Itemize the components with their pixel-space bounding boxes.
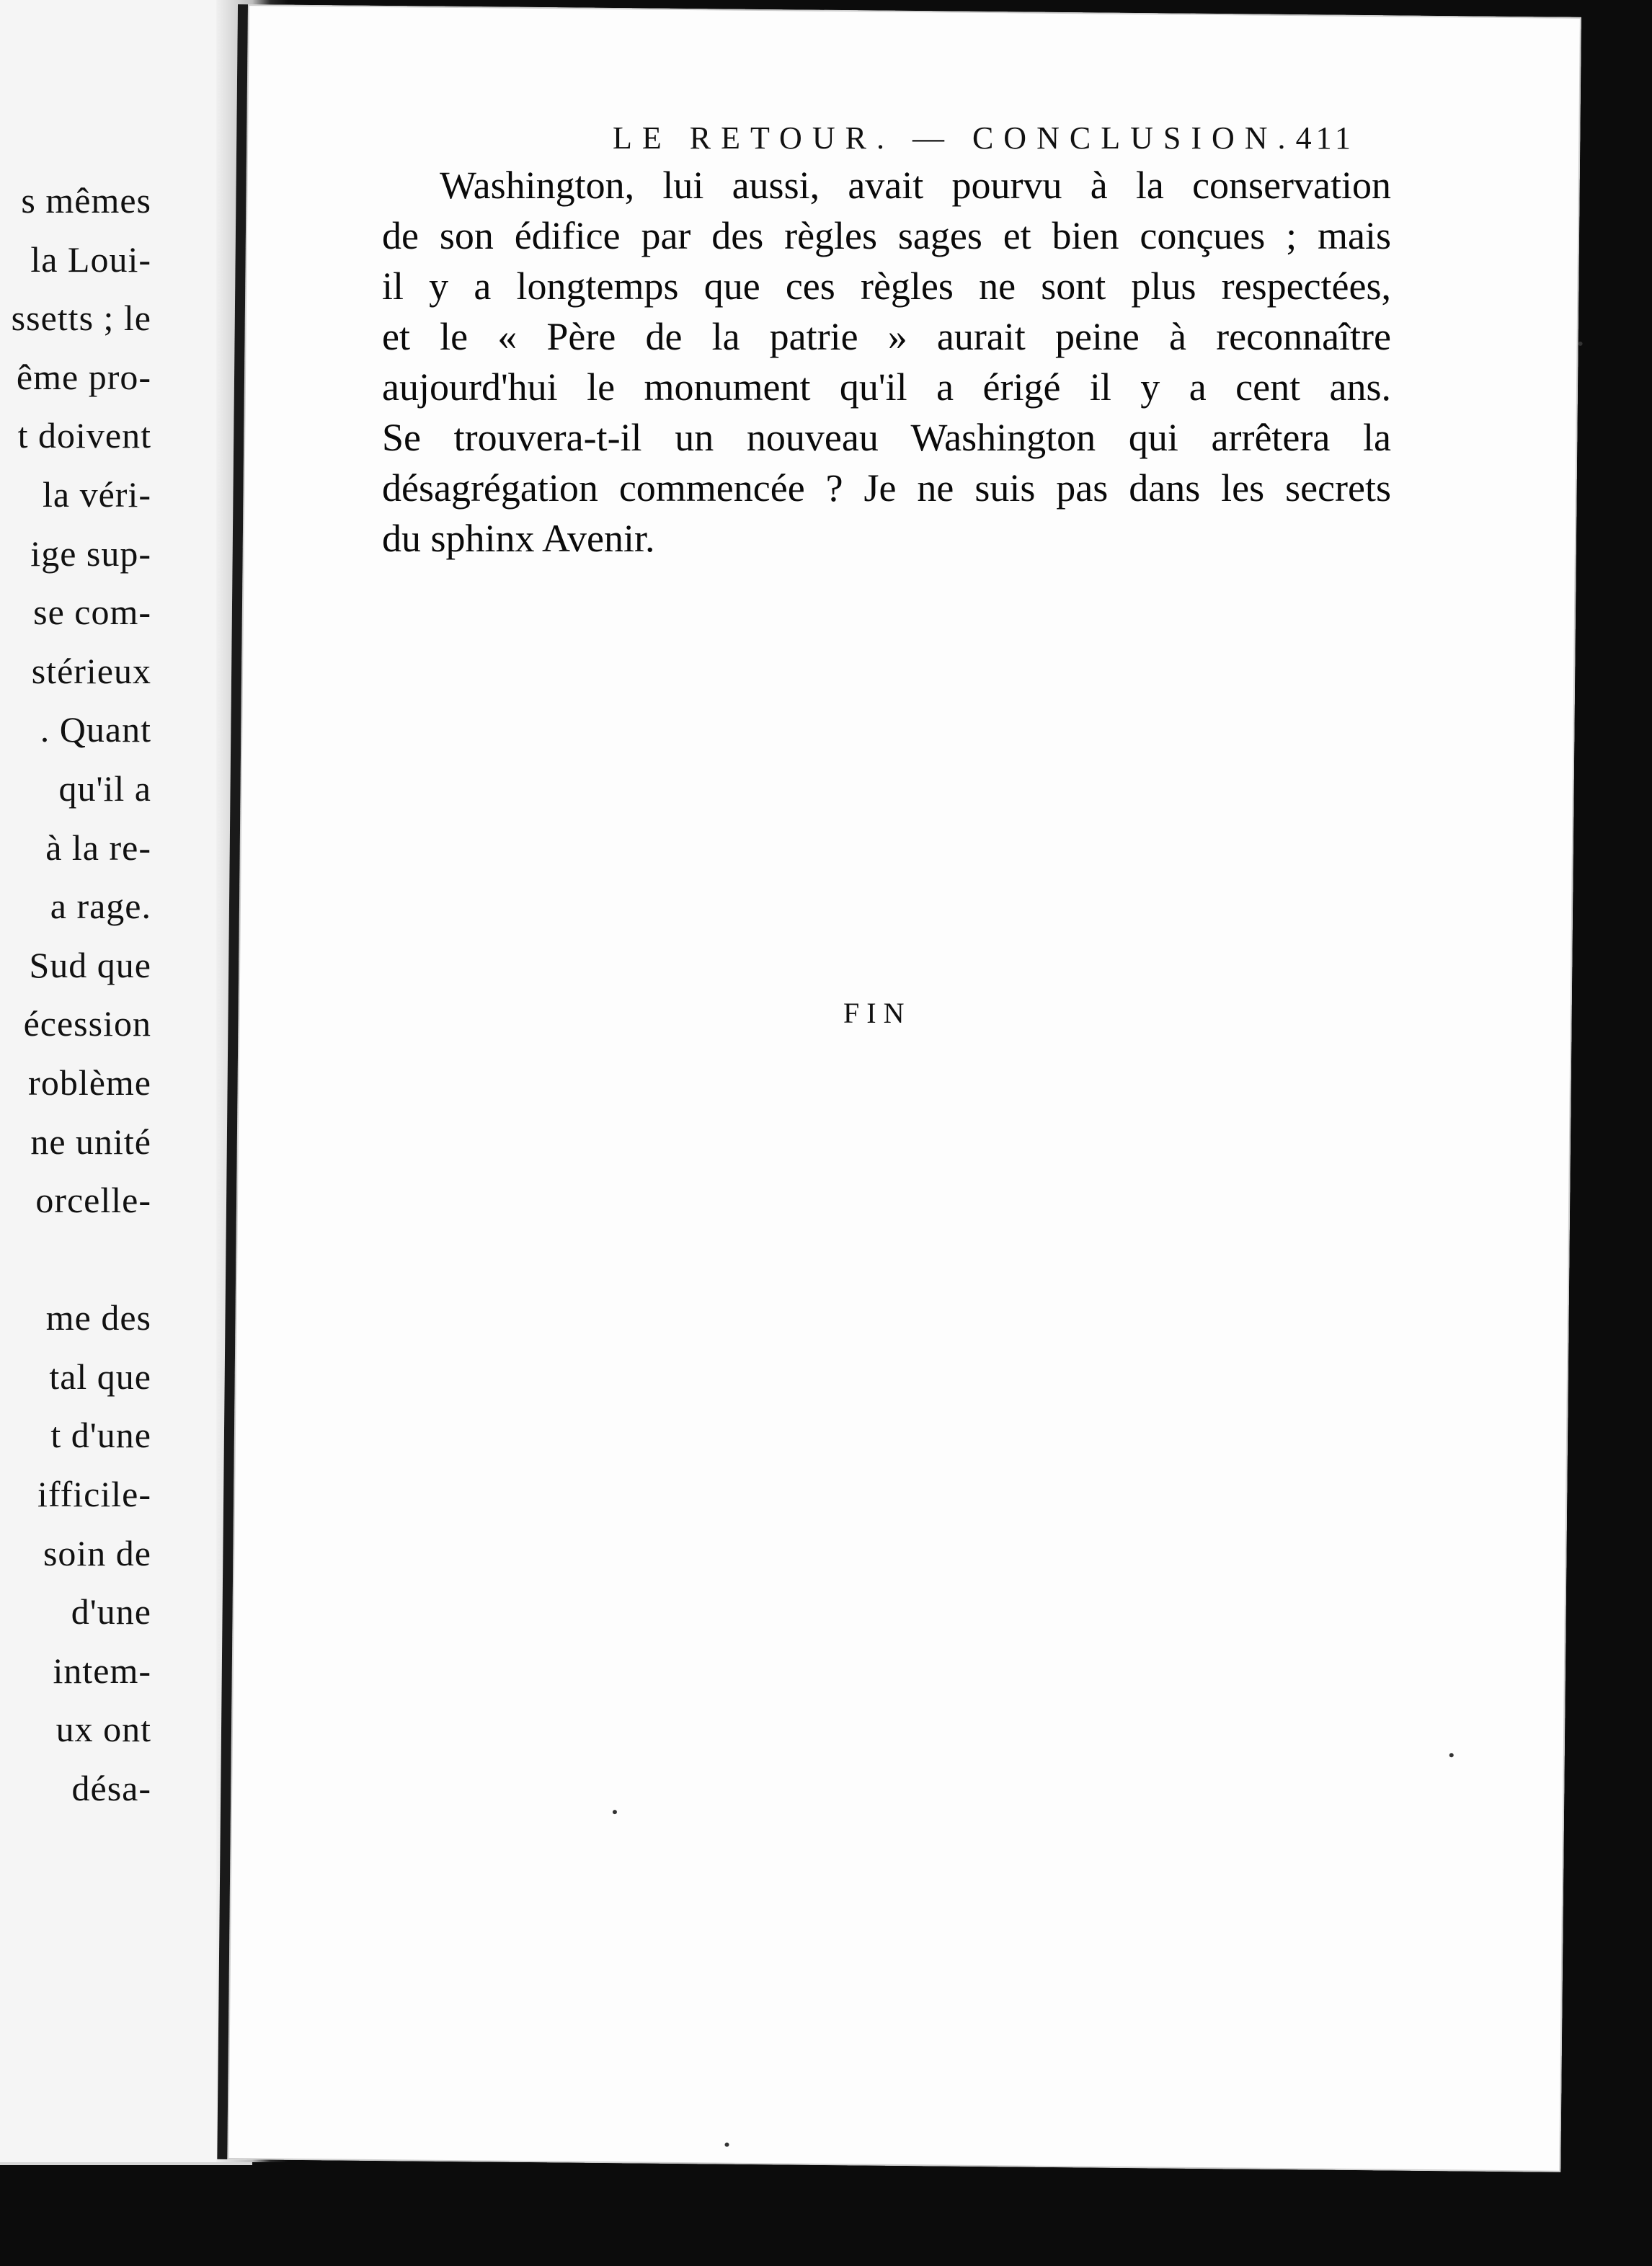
text-line: orcelle- [35,1180,151,1221]
text-line: me des [45,1297,151,1338]
paper-speck [1449,1753,1454,1757]
text-line: et le « Père de la patrie » aurait peine à reconnaître [382,315,1391,358]
text-line: de son édifice par des règles sages et bien conçues ; mais [382,214,1391,257]
text-line: Sud que [29,944,151,985]
text-line: ême pro- [16,356,151,397]
text-line: Se trouvera-t-il un nouveau Washington qui arrêtera la [382,416,1391,459]
text-line: écession [23,1003,151,1044]
text-line: désagrégation commencée ? Je ne suis pas dans les secrets [382,466,1391,510]
text-line: roblème [28,1062,151,1103]
text-line: Washington, lui aussi, avait pourvu à la conservation [440,164,1391,207]
running-head [375,120,1355,163]
text-line: ux ont [55,1709,151,1750]
paper-speck [1578,342,1583,346]
text-line: ssetts ; le [11,298,151,339]
text-line: t doivent [17,415,151,456]
left-page [0,0,252,2165]
text-line: se com- [33,592,151,633]
paper-speck [613,1810,617,1814]
text-line: a rage. [50,886,151,927]
text-line: s mêmes [21,180,151,221]
text-line: du sphinx Avenir. [382,517,655,560]
text-line: aujourd'hui le monument qu'il a érigé il y a cent ans. [382,365,1391,409]
text-line: d'une [71,1591,151,1632]
text-line: la véri- [43,474,151,515]
text-line: . Quant [40,709,151,750]
text-line: soin de [43,1532,151,1573]
text-line: qu'il a [58,768,151,809]
text-line: ifficile- [37,1474,151,1515]
text-line: ige sup- [30,533,151,574]
text-line: à la re- [45,827,151,868]
text-line: intem- [53,1650,151,1691]
body-paragraph [382,160,1391,564]
text-line: ne unité [30,1121,151,1162]
paragraph-gap [0,1230,151,1289]
page-number: 411 [1295,120,1355,156]
text-line: désa- [71,1768,151,1809]
left-page-text [0,172,151,1818]
text-line: il y a longtemps que ces règles ne sont plus respectées, [382,265,1391,308]
paper-speck [724,2143,729,2147]
text-line: tal que [49,1356,151,1397]
text-line: t d'une [50,1415,151,1456]
running-title: LE RETOUR. — CONCLUSION. [613,120,1296,156]
text-line: la Loui- [30,239,151,280]
end-mark: FIN [843,997,912,1029]
text-line: stérieux [31,650,151,691]
